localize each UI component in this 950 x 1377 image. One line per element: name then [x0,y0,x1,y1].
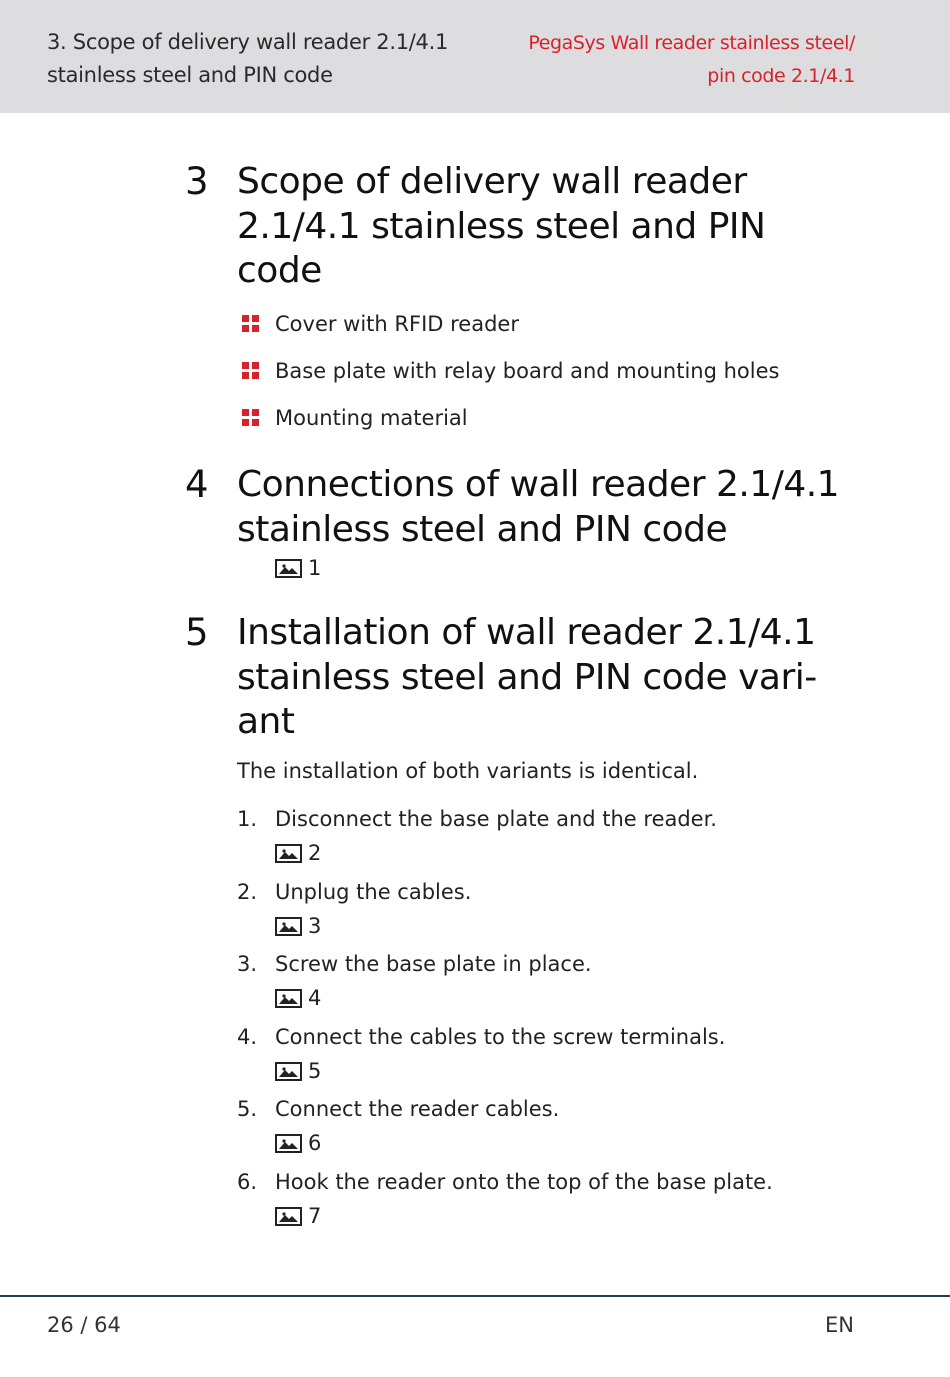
section-heading-line: ant [237,701,295,742]
section-heading-line: Scope of delivery wall reader [237,161,747,202]
section-heading-line: stainless steel and PIN code vari- [237,656,817,698]
step-text: Unplug the cables. [275,879,472,904]
section-heading-line: Installation of wall reader 2.1/4.1 [237,612,816,653]
intro-paragraph: The installation of both variants is identical. [237,759,699,783]
section-heading-line: Connections of wall reader 2.1/4.1 [237,464,840,505]
step-number: 6. [237,1169,258,1194]
image-icon [275,844,302,863]
list-item-text: Base plate with relay board and mounting holes [275,359,780,383]
step-number: 1. [237,807,258,831]
figure-reference[interactable] [275,914,321,938]
step-number: 5. [237,1097,258,1122]
section-number: 4 [185,463,209,506]
step-text: Screw the base plate in place. [275,952,592,977]
list-item-text: Cover with RFID reader [275,312,519,336]
image-icon [275,989,302,1008]
figure-number: 6 [308,1131,322,1156]
step-number: 2. [237,879,258,904]
list-item [242,406,779,453]
figure-reference[interactable] [275,1204,321,1228]
bullet-icon [242,315,259,332]
language-code: EN [825,1313,854,1337]
section-heading-line: 2.1/4.1 stainless steel and PIN [237,205,766,247]
figure-number: 2 [308,841,322,865]
figure-number: 7 [308,1203,322,1228]
bullet-icon [242,409,259,426]
section-heading-line: code [237,250,322,291]
image-icon [275,1062,302,1081]
figure-number: 1 [308,556,322,580]
figure-reference[interactable] [275,1059,321,1083]
list-item [242,312,779,359]
chapter-title [47,26,487,92]
section-number: 3 [185,160,209,203]
list-item [242,359,779,406]
footer-divider [0,1295,950,1297]
chapter-title-line-1: 3. Scope of delivery wall reader 2.1/4.1 [47,30,449,54]
section-number: 5 [185,611,209,654]
image-icon [275,1207,302,1226]
figure-number: 4 [308,986,322,1011]
bullet-icon [242,362,259,379]
step-number: 3. [237,952,258,977]
list-item-text: Mounting material [275,406,468,430]
section-heading [237,463,867,552]
page-header [0,0,950,113]
figure-reference[interactable] [275,841,321,865]
figure-number: 3 [308,913,322,938]
figure-number: 5 [308,1058,322,1083]
figure-reference[interactable] [275,986,321,1010]
figure-reference[interactable] [275,556,321,580]
product-title [475,27,855,93]
image-icon [275,917,302,936]
step-text: Connect the cables to the screw terminals. [275,1024,726,1049]
section-heading [237,160,867,294]
step-text: Hook the reader onto the top of the base plate. [275,1169,773,1194]
step-text: Disconnect the base plate and the reader. [275,807,717,831]
step-text: Connect the reader cables. [275,1097,560,1122]
page-number: 26 / 64 [47,1313,121,1337]
figure-reference[interactable] [275,1131,321,1155]
chapter-title-line-2: stainless steel and PIN code [47,63,333,87]
step-number: 4. [237,1024,258,1049]
product-title-line-2: pin code 2.1/4.1 [707,65,855,87]
product-title-line-1: PegaSys Wall reader stainless steel/ [528,32,855,54]
section-heading-line: stainless steel and PIN code [237,508,728,550]
image-icon [275,559,302,578]
scope-list [242,312,779,453]
section-heading [237,611,867,745]
image-icon [275,1134,302,1153]
